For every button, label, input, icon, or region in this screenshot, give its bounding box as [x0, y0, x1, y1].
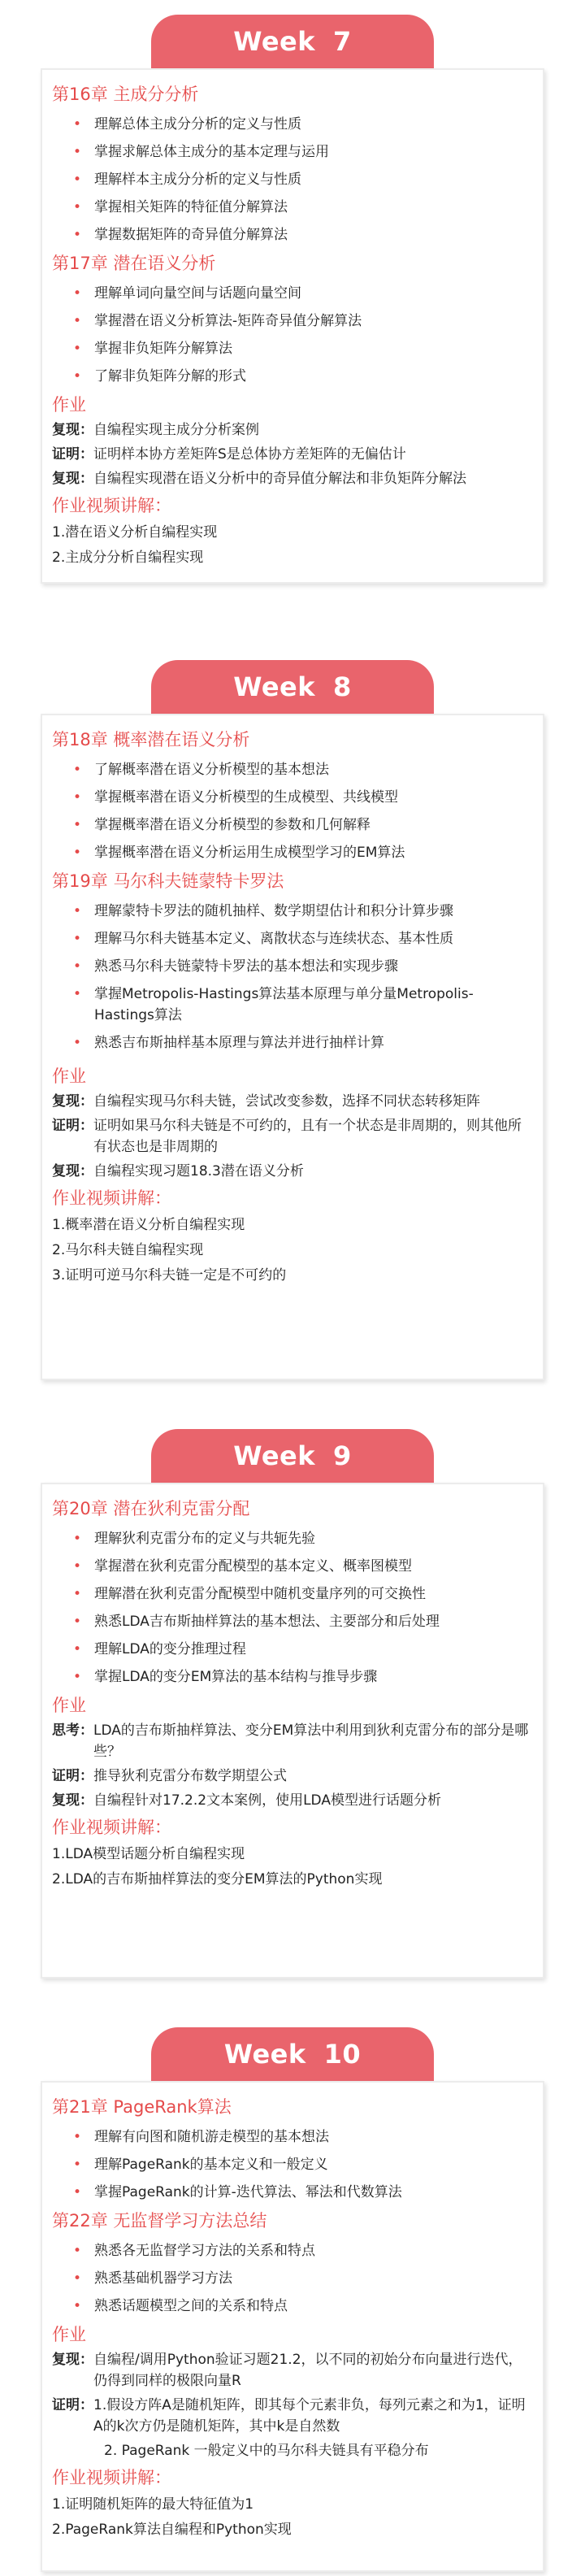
homework-row: [52, 444, 533, 465]
list-item: • 了解概率潜在语义分析模型的基本想法: [73, 759, 533, 780]
homework-row: [52, 468, 533, 489]
homework-text: LDA的吉布斯抽样算法、变分EM算法中利用到狄利克雷分布的部分是哪些？: [93, 1722, 529, 1760]
week-card: [41, 714, 544, 1380]
video-item: 2.PageRank算法自编程和Python实现: [52, 2522, 292, 2538]
list-item: • 理解样本主成分分析的定义与性质: [73, 169, 533, 190]
list-item: • 熟悉马尔科夫链蒙特卡罗法的基本想法和实现步骤: [73, 956, 533, 977]
list-item: • 了解非负矩阵分解的形式: [73, 366, 533, 387]
list-item: • 熟悉基础机器学习方法: [73, 2268, 533, 2289]
week-label: Week: [233, 1440, 316, 1471]
topic-list: [73, 283, 533, 387]
homework-row: [104, 2440, 533, 2461]
video-section-title: 作业视频讲解：: [52, 2468, 171, 2487]
homework-title: 作业: [52, 1696, 86, 1715]
homework-row: [52, 2395, 533, 2437]
homework-text: 2. PageRank 一般定义中的马尔科夫链具有平稳分布: [104, 2443, 429, 2459]
week-tab: [151, 660, 434, 714]
homework-label: 复现：: [52, 1093, 93, 1110]
list-item: • 掌握潜在语义分析算法-矩阵奇异值分解算法: [73, 311, 533, 332]
homework-text: 自编程实现马尔科夫链，尝试改变参数，选择不同状态转移矩阵: [93, 1093, 480, 1110]
week-card: [41, 68, 544, 584]
homework-text: 自编程/调用Python验证习题21.2，以不同的初始分布向量进行迭代，仍得到同样的极限向量R: [93, 2352, 522, 2389]
video-section-title: 作业视频讲解：: [52, 1818, 171, 1837]
homework-text: 证明如果马尔科夫链是不可约的，且有一个状态是非周期的，则其他所有状态也是非周期的: [93, 1118, 522, 1155]
list-item: • 掌握概率潜在语义分析模型的生成模型、共线模型: [73, 787, 533, 808]
list-item: • 理解单词向量空间与话题向量空间: [73, 283, 533, 304]
list-item: • 理解狄利克雷分布的定义与共轭先验: [73, 1528, 533, 1549]
list-item: • 理解马尔科夫链基本定义、离散状态与连续状态、基本性质: [73, 928, 533, 949]
week-tab: [151, 15, 434, 68]
homework-label: 复现：: [52, 422, 93, 438]
topic-list: [73, 2126, 533, 2203]
topic-list: [73, 2240, 533, 2317]
week-label: Week: [233, 671, 316, 702]
list-item: • 掌握概率潜在语义分析运用生成模型学习的EM算法: [73, 842, 533, 863]
list-item: • 理解蒙特卡罗法的随机抽样、数学期望估计和积分计算步骤: [73, 901, 533, 922]
homework-text: 证明样本协方差矩阵S是总体协方差矩阵的无偏估计: [93, 446, 406, 463]
list-item: • 熟悉话题模型之间的关系和特点: [73, 2296, 533, 2317]
video-section-title: 作业视频讲解：: [52, 1188, 171, 1208]
chapter-title: 第20章 潜在狄利克雷分配: [52, 1499, 250, 1518]
chapter-title: 第19章 马尔科夫链蒙特卡罗法: [52, 871, 284, 891]
chapter-title: 第16章 主成分分析: [52, 85, 199, 104]
week-tab: [151, 1429, 434, 1483]
week-label: Week: [233, 26, 316, 57]
homework-label: 证明：: [52, 1118, 93, 1134]
homework-title: 作业: [52, 2325, 86, 2344]
list-item: • 理解总体主成分分析的定义与性质: [73, 114, 533, 135]
topic-list: [73, 901, 533, 1053]
video-item: 1.LDA模型话题分析自编程实现: [52, 1846, 245, 1862]
video-item: 1.潜在语义分析自编程实现: [52, 524, 218, 541]
week-number: 7: [333, 26, 352, 57]
week-card: [41, 1483, 544, 1979]
video-item: 2.主成分分析自编程实现: [52, 550, 204, 566]
homework-title: 作业: [52, 1066, 86, 1086]
video-item: 3.证明可逆马尔科夫链一定是不可约的: [52, 1267, 287, 1284]
list-item: • 掌握PageRank的计算-迭代算法、幂法和代数算法: [73, 2182, 533, 2203]
week-number: 9: [333, 1440, 352, 1471]
video-section-title: 作业视频讲解：: [52, 496, 171, 515]
chapter-title: 第17章 潜在语义分析: [52, 254, 216, 273]
week-number: 10: [323, 2039, 362, 2070]
homework-label: 证明：: [52, 446, 93, 463]
week-number: 8: [333, 671, 352, 702]
homework-row: [52, 419, 533, 441]
list-item: • 熟悉LDA吉布斯抽样算法的基本想法、主要部分和后处理: [73, 1611, 533, 1632]
topic-list: [73, 1528, 533, 1688]
list-item: • 掌握相关矩阵的特征值分解算法: [73, 197, 533, 218]
list-item: • 理解潜在狄利克雷分配模型中随机变量序列的可交换性: [73, 1583, 533, 1605]
homework-row: [52, 1161, 533, 1182]
topic-list: [73, 759, 533, 863]
list-item: • 掌握概率潜在语义分析模型的参数和几何解释: [73, 815, 533, 836]
list-item: • 理解PageRank的基本定义和一般定义: [73, 2154, 533, 2175]
week-label: Week: [223, 2039, 306, 2070]
list-item: • 掌握非负矩阵分解算法: [73, 338, 533, 359]
homework-row: [52, 1766, 533, 1787]
list-item: • 掌握求解总体主成分的基本定理与运用: [73, 141, 533, 163]
homework-label: 思考：: [52, 1722, 93, 1739]
list-item: • 理解LDA的变分推理过程: [73, 1639, 533, 1660]
homework-row: [52, 1115, 533, 1158]
topic-list: [73, 114, 533, 245]
week-card: [41, 2081, 544, 2572]
list-item: • 理解有向图和随机游走模型的基本想法: [73, 2126, 533, 2148]
homework-row: [52, 1091, 533, 1112]
homework-text: 自编程实现潜在语义分析中的奇异值分解法和非负矩阵分解法: [93, 471, 466, 487]
list-item: • 熟悉各无监督学习方法的关系和特点: [73, 2240, 533, 2261]
week-tab: [151, 2027, 434, 2081]
homework-text: 自编程实现主成分分析案例: [93, 422, 259, 438]
list-item: • 掌握数据矩阵的奇异值分解算法: [73, 224, 533, 245]
homework-text: 自编程针对17.2.2文本案例，使用LDA模型进行话题分析: [93, 1792, 441, 1809]
chapter-title: 第21章 PageRank算法: [52, 2097, 232, 2117]
homework-text: 1.假设方阵A是随机矩阵，即其每个元素非负，每列元素之和为1，证明A的k次方仍是随机矩阵，其中k是自然数: [93, 2397, 526, 2435]
homework-label: 证明：: [52, 1768, 93, 1784]
homework-label: 证明：: [52, 2397, 93, 2413]
homework-label: 复现：: [52, 471, 93, 487]
homework-text: 推导狄利克雷分布数学期望公式: [93, 1768, 287, 1784]
list-item: • 掌握潜在狄利克雷分配模型的基本定义、概率图模型: [73, 1556, 533, 1577]
chapter-title: 第18章 概率潜在语义分析: [52, 730, 250, 749]
homework-row: [52, 2349, 533, 2391]
homework-text: 自编程实现习题18.3潜在语义分析: [93, 1163, 304, 1179]
chapter-title: 第22章 无监督学习方法总结: [52, 2211, 267, 2231]
video-item: 1.证明随机矩阵的最大特征值为1: [52, 2496, 254, 2513]
homework-label: 复现：: [52, 1792, 93, 1809]
homework-label: 复现：: [52, 2352, 93, 2368]
list-item: • 掌握Metropolis-Hastings算法基本原理与单分量Metropolis-Hastings算法: [73, 984, 533, 1026]
homework-label: 复现：: [52, 1163, 93, 1179]
homework-title: 作业: [52, 395, 86, 415]
video-item: 2.马尔科夫链自编程实现: [52, 1242, 204, 1258]
video-item: 2.LDA的吉布斯抽样算法的变分EM算法的Python实现: [52, 1871, 383, 1887]
homework-row: [52, 1790, 533, 1811]
list-item: • 熟悉吉布斯抽样基本原理与算法并进行抽样计算: [73, 1032, 533, 1053]
video-item: 1.概率潜在语义分析自编程实现: [52, 1217, 245, 1233]
homework-row: [52, 1720, 533, 1762]
list-item: • 掌握LDA的变分EM算法的基本结构与推导步骤: [73, 1666, 533, 1688]
